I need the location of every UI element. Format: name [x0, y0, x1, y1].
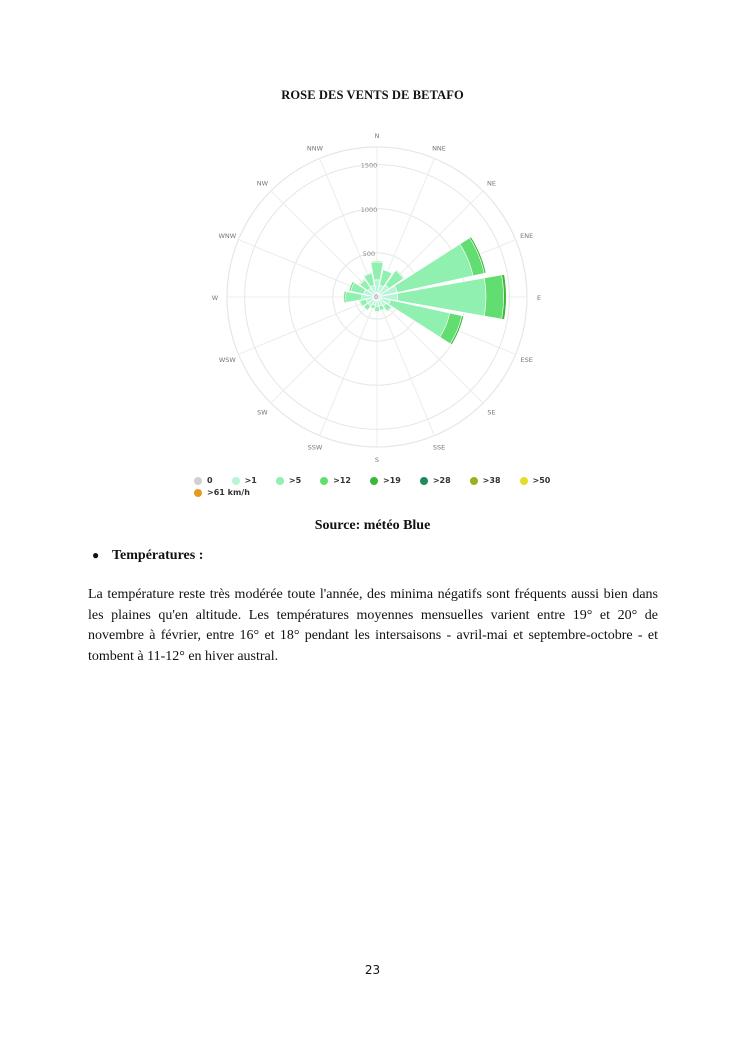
legend-swatch: [470, 477, 478, 485]
legend-label: >38: [482, 476, 501, 485]
legend-label: >12: [333, 476, 351, 485]
direction-label-wnw: WNW: [218, 232, 237, 241]
figure-title: ROSE DES VENTS DE BETAFO: [281, 88, 464, 102]
legend-label: >61 km/h: [207, 488, 250, 497]
grid-spoke: [320, 297, 377, 436]
direction-label-nnw: NNW: [306, 144, 324, 153]
direction-label-ssw: SSW: [307, 443, 323, 452]
page-number: 23: [364, 963, 381, 977]
legend-label: >19: [382, 476, 401, 485]
legend-swatch: [276, 477, 284, 485]
legend-item: [520, 476, 551, 485]
legend-item: [194, 476, 213, 485]
direction-label-sw: SW: [257, 408, 268, 417]
legend-item: [276, 476, 301, 485]
legend-swatch: [520, 477, 528, 485]
legend-label: >50: [532, 476, 551, 485]
direction-label-sse: SSE: [432, 443, 446, 452]
legend-swatch: [420, 477, 428, 485]
legend-label: >5: [288, 476, 302, 485]
direction-label-w: W: [211, 294, 219, 302]
radial-zero-label: 0: [374, 294, 378, 301]
body-paragraph: La température reste très modérée toute l'année, des minima négatifs sont fréquents aussi bien dans les plaines qu'en altitude. Les températures moyennes mensuelles varient entre 19° et 20° de novembre à février, entre 16° et 18° pendant les intersaisons - avril-mai et septembre-octobre - et tombent à 11-12° en hiver austral.: [88, 587, 658, 664]
legend-item: [320, 476, 351, 485]
direction-label-wsw: WSW: [218, 355, 236, 364]
direction-label-se: SE: [487, 408, 496, 417]
legend-swatch: [320, 477, 328, 485]
direction-label-e: E: [536, 294, 542, 302]
direction-label-ese: ESE: [520, 355, 533, 364]
section-heading: [92, 548, 204, 564]
wedge-e-gt12: [484, 275, 503, 319]
wind-rose-chart: [180, 132, 574, 464]
legend-swatch: [232, 477, 240, 485]
direction-label-n: N: [374, 132, 380, 140]
bullet-icon: ●: [92, 548, 100, 562]
figure-source: Source: météo Blue: [314, 518, 431, 533]
grid-spoke: [271, 297, 377, 403]
direction-label-nne: NNE: [432, 144, 446, 153]
grid-spoke: [238, 297, 377, 354]
legend-label: >28: [432, 476, 451, 485]
legend-item: [194, 488, 250, 497]
radial-tick-label: 1500: [360, 161, 378, 170]
radial-tick-label: 500: [362, 249, 376, 258]
legend-swatch: [370, 477, 378, 485]
direction-label-nw: NW: [256, 179, 269, 188]
legend-swatch: [194, 477, 202, 485]
legend-swatch: [194, 489, 202, 497]
legend-item: [420, 476, 451, 485]
wedge-s-gt5: [374, 306, 379, 311]
section-heading-text: Températures :: [112, 548, 204, 563]
radial-tick-label: 1000: [360, 205, 378, 214]
wedge-w-gt12: [344, 291, 346, 303]
direction-label-ene: ENE: [520, 232, 534, 241]
chart-legend: [194, 476, 574, 497]
legend-item: [470, 476, 501, 485]
legend-item: [370, 476, 401, 485]
legend-label: 0: [207, 476, 213, 485]
direction-label-s: S: [374, 456, 380, 464]
legend-label: >1: [244, 476, 257, 485]
legend-item: [232, 476, 257, 485]
direction-label-ne: NE: [487, 179, 497, 188]
